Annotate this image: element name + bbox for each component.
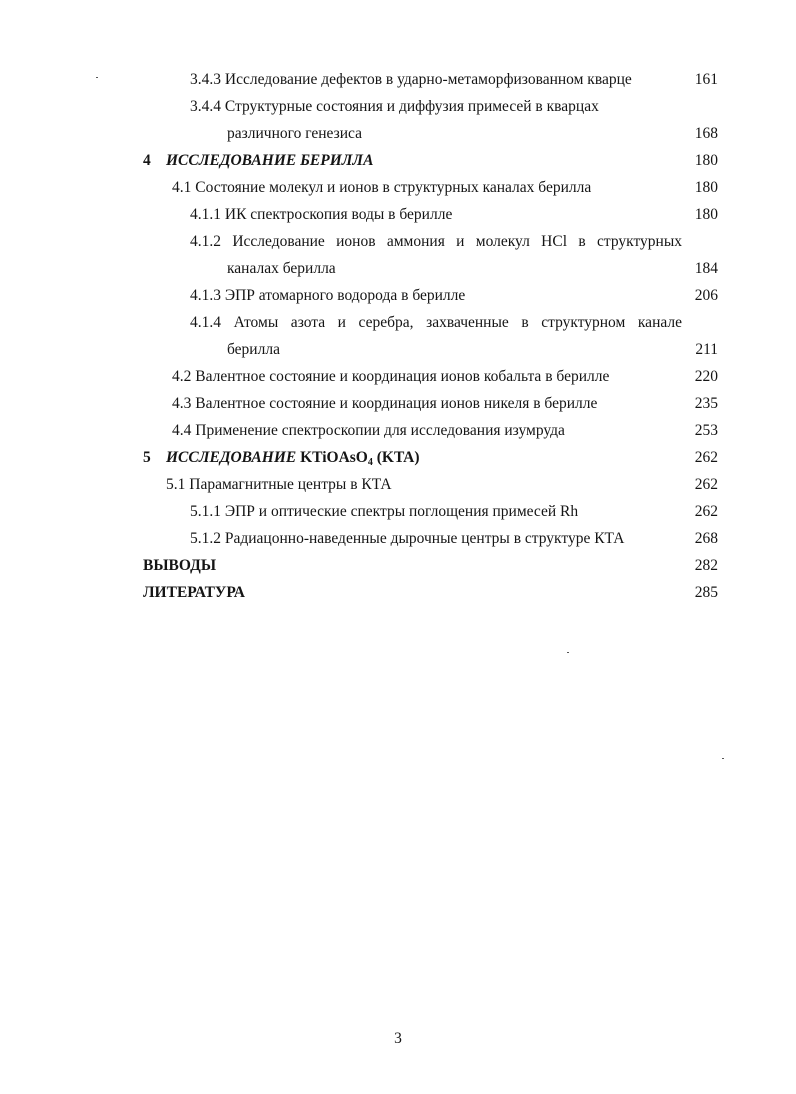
toc-chapter-5-formula-abbrev: (KTA) [376, 449, 420, 466]
toc-entry-4-1-3-title: 4.1.3 ЭПР атомарного водорода в берилле [190, 287, 466, 304]
toc-entry-3-4-4-title-line2: различного генезиса [227, 125, 362, 142]
toc-entry-3-4-3-title: 3.4.3 Исследование дефектов в ударно-метаморфизованном кварце [190, 71, 632, 88]
toc-chapter-4-title: ИССЛЕДОВАНИЕ БЕРИЛЛА [166, 152, 374, 169]
toc-conclusions-page: 282 [694, 557, 718, 574]
toc-chapter-5-number: 5 [143, 449, 151, 466]
toc-literature-title: ЛИТЕРАТУРА [143, 584, 245, 601]
toc-entry-5-1-page: 262 [694, 476, 718, 493]
toc-entry-4-1-4-page: 211 [695, 341, 718, 358]
toc-entry-3-4-3-page: 161 [694, 71, 718, 88]
toc-chapter-5-formula-subscript: 4 [367, 457, 373, 468]
toc-entry-5-1-title: 5.1 Парамагнитные центры в КТА [166, 476, 392, 493]
toc-entry-5-1-2-title: 5.1.2 Радиацонно-наведенные дырочные центры в структуре КТА [190, 530, 625, 547]
toc-literature-page: 285 [694, 584, 718, 601]
toc-entry-5-1-1-title: 5.1.1 ЭПР и оптические спектры поглощения примесей Rh [190, 503, 579, 520]
page-number: 3 [394, 1030, 402, 1047]
toc-entry-4-1-1-title: 4.1.1 ИК спектроскопия воды в берилле [190, 206, 453, 223]
toc-entry-4-1-2-title-line1: 4.1.2 Исследование ионов аммония и молекул HCl в структурных [190, 233, 682, 250]
scan-speck [567, 652, 569, 653]
toc-chapter-4-number: 4 [143, 152, 151, 169]
toc-chapter-5-title-prefix: ИССЛЕДОВАНИЕ [166, 449, 297, 466]
toc-entry-5-1-1-page: 262 [694, 503, 718, 520]
scan-speck [96, 77, 98, 78]
toc-entry-4-2-title: 4.2 Валентное состояние и координация ионов кобальта в берилле [172, 368, 610, 385]
toc-chapter-5-formula [300, 449, 373, 466]
toc-entry-3-4-4-title-line1: 3.4.4 Структурные состояния и диффузия примесей в кварцах [190, 98, 599, 115]
toc-entry-4-1-2-title-line2: каналах берилла [227, 260, 336, 277]
toc-entry-4-1-4-title-line1: 4.1.4 Атомы азота и серебра, захваченные в структурном канале [190, 314, 682, 331]
toc-entry-4-3-title: 4.3 Валентное состояние и координация ионов никеля в берилле [172, 395, 598, 412]
toc-entry-4-1-3-page: 206 [694, 287, 718, 304]
toc-chapter-5-page: 262 [694, 449, 718, 466]
toc-entry-4-1-page: 180 [694, 179, 718, 196]
toc-entry-4-1-title: 4.1 Состояние молекул и ионов в структурных каналах берилла [172, 179, 592, 196]
toc-entry-4-4-title: 4.4 Применение спектроскопии для исследования изумруда [172, 422, 565, 439]
toc-entry-4-1-4-title-line2: берилла [227, 341, 280, 358]
toc-chapter-5-formula-main: KTiOAsO [300, 449, 368, 466]
toc-entry-4-1-1-page: 180 [694, 206, 718, 223]
toc-chapter-5-title [166, 448, 420, 468]
toc-entry-5-1-2-page: 268 [694, 530, 718, 547]
toc-entry-4-2-page: 220 [694, 368, 718, 385]
toc-entry-4-4-page: 253 [694, 422, 718, 439]
scan-speck [722, 758, 724, 759]
toc-conclusions-title: ВЫВОДЫ [143, 557, 217, 574]
toc-chapter-4-page: 180 [694, 152, 718, 169]
toc-entry-4-1-2-page: 184 [694, 260, 718, 277]
toc-entry-4-3-page: 235 [694, 395, 718, 412]
toc-entry-3-4-4-page: 168 [694, 125, 718, 142]
